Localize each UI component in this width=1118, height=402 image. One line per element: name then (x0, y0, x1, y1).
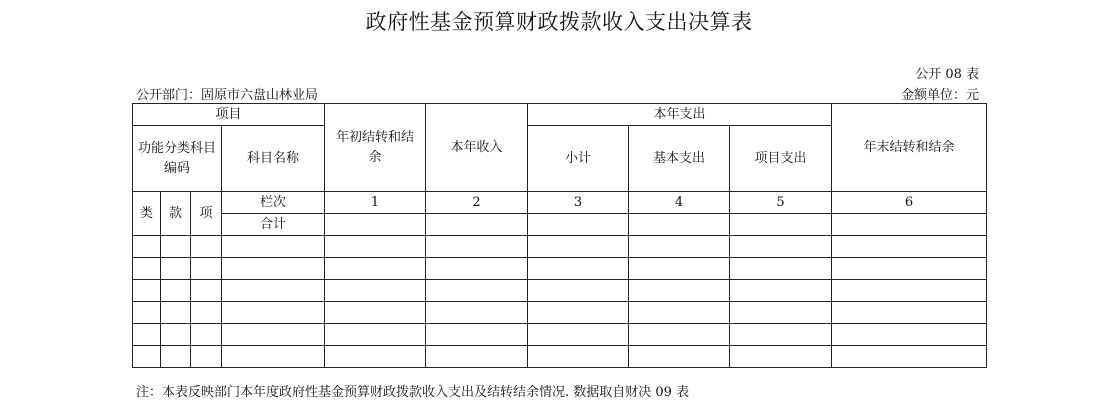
header-func-code (133, 126, 222, 192)
table-cell (832, 280, 987, 302)
department-label: 公开部门：固原市六盘山林业局 (136, 88, 319, 103)
column-index-5: 5 (730, 192, 832, 214)
header-closing-balance: 年末结转和结余 (832, 104, 987, 192)
table-cell (133, 280, 161, 302)
table-cell (629, 236, 730, 258)
table-cell (191, 258, 222, 280)
table-cell (325, 236, 426, 258)
header-opening-balance-text: 年初结转和结余 (336, 129, 415, 165)
table-cell (325, 302, 426, 324)
footnote: 注：本表反映部门本年度政府性基金预算财政拨款收入支出及结转结余情况. 数据取自财决 09 表 (136, 385, 690, 400)
table-cell (191, 236, 222, 258)
table-cell (222, 280, 325, 302)
header-subject-name: 科目名称 (222, 126, 325, 192)
table-cell (629, 258, 730, 280)
table-cell (629, 280, 730, 302)
table-cell (730, 258, 832, 280)
table-cell (222, 302, 325, 324)
table-cell (629, 302, 730, 324)
column-index-2: 2 (426, 192, 528, 214)
table-cell (133, 346, 161, 368)
total-label: 合计 (222, 214, 325, 236)
form-number: 公开 08 表 (915, 67, 979, 82)
table-cell (325, 324, 426, 346)
table-cell (730, 346, 832, 368)
page-title: 政府性基金预算财政拨款收入支出决算表 (365, 10, 753, 34)
table-cell (222, 258, 325, 280)
table-cell (222, 346, 325, 368)
header-opening-balance (325, 104, 426, 192)
total-cell (730, 214, 832, 236)
header-subtotal: 小计 (528, 126, 629, 192)
table-cell (426, 346, 528, 368)
header-income: 本年收入 (426, 104, 528, 192)
table-cell (528, 280, 629, 302)
table-cell (191, 280, 222, 302)
table-cell (426, 302, 528, 324)
report-table (132, 103, 987, 368)
column-index-4: 4 (629, 192, 730, 214)
table-cell (528, 258, 629, 280)
table-cell (161, 258, 191, 280)
table-cell (730, 236, 832, 258)
column-index-6: 6 (832, 192, 987, 214)
table-row (133, 346, 987, 368)
table-cell (161, 302, 191, 324)
table-cell (222, 324, 325, 346)
table-cell (832, 346, 987, 368)
table-cell (730, 302, 832, 324)
table-cell (528, 346, 629, 368)
table-cell (161, 324, 191, 346)
table-row (133, 236, 987, 258)
table-row (133, 280, 987, 302)
table-cell (528, 236, 629, 258)
header-project: 项目 (133, 104, 325, 126)
header-xiang: 项 (191, 192, 222, 236)
table-cell (161, 236, 191, 258)
header-project-expenditure: 项目支出 (730, 126, 832, 192)
table-cell (325, 280, 426, 302)
table-cell (528, 324, 629, 346)
table-cell (133, 324, 161, 346)
table-cell (426, 258, 528, 280)
table-cell (629, 346, 730, 368)
table-cell (191, 302, 222, 324)
table-row (133, 258, 987, 280)
table-cell (832, 236, 987, 258)
column-index-1: 1 (325, 192, 426, 214)
table-cell (730, 280, 832, 302)
table-cell (730, 324, 832, 346)
table-cell (133, 236, 161, 258)
header-basic: 基本支出 (629, 126, 730, 192)
table-cell (191, 324, 222, 346)
total-cell (426, 214, 528, 236)
table-cell (426, 236, 528, 258)
header-func-code-text: 功能分类科目编码 (137, 140, 216, 176)
table-cell (832, 302, 987, 324)
table-cell (161, 280, 191, 302)
table-cell (426, 324, 528, 346)
column-index-label: 栏次 (222, 192, 325, 214)
header-kuan: 款 (161, 192, 191, 236)
table-cell (133, 302, 161, 324)
table-cell (325, 346, 426, 368)
total-cell (528, 214, 629, 236)
table-cell (133, 258, 161, 280)
table-cell (528, 302, 629, 324)
table-row (133, 302, 987, 324)
total-cell (325, 214, 426, 236)
table-row (133, 324, 987, 346)
table-cell (832, 324, 987, 346)
table-cell (161, 346, 191, 368)
table-cell (426, 280, 528, 302)
header-lei: 类 (133, 192, 161, 236)
unit-label: 金额单位：元 (900, 88, 979, 103)
total-cell (629, 214, 730, 236)
total-cell (832, 214, 987, 236)
header-expenditure: 本年支出 (528, 104, 832, 126)
table-cell (325, 258, 426, 280)
table-cell (832, 258, 987, 280)
column-index-3: 3 (528, 192, 629, 214)
table-cell (191, 346, 222, 368)
table-cell (222, 236, 325, 258)
table-cell (629, 324, 730, 346)
